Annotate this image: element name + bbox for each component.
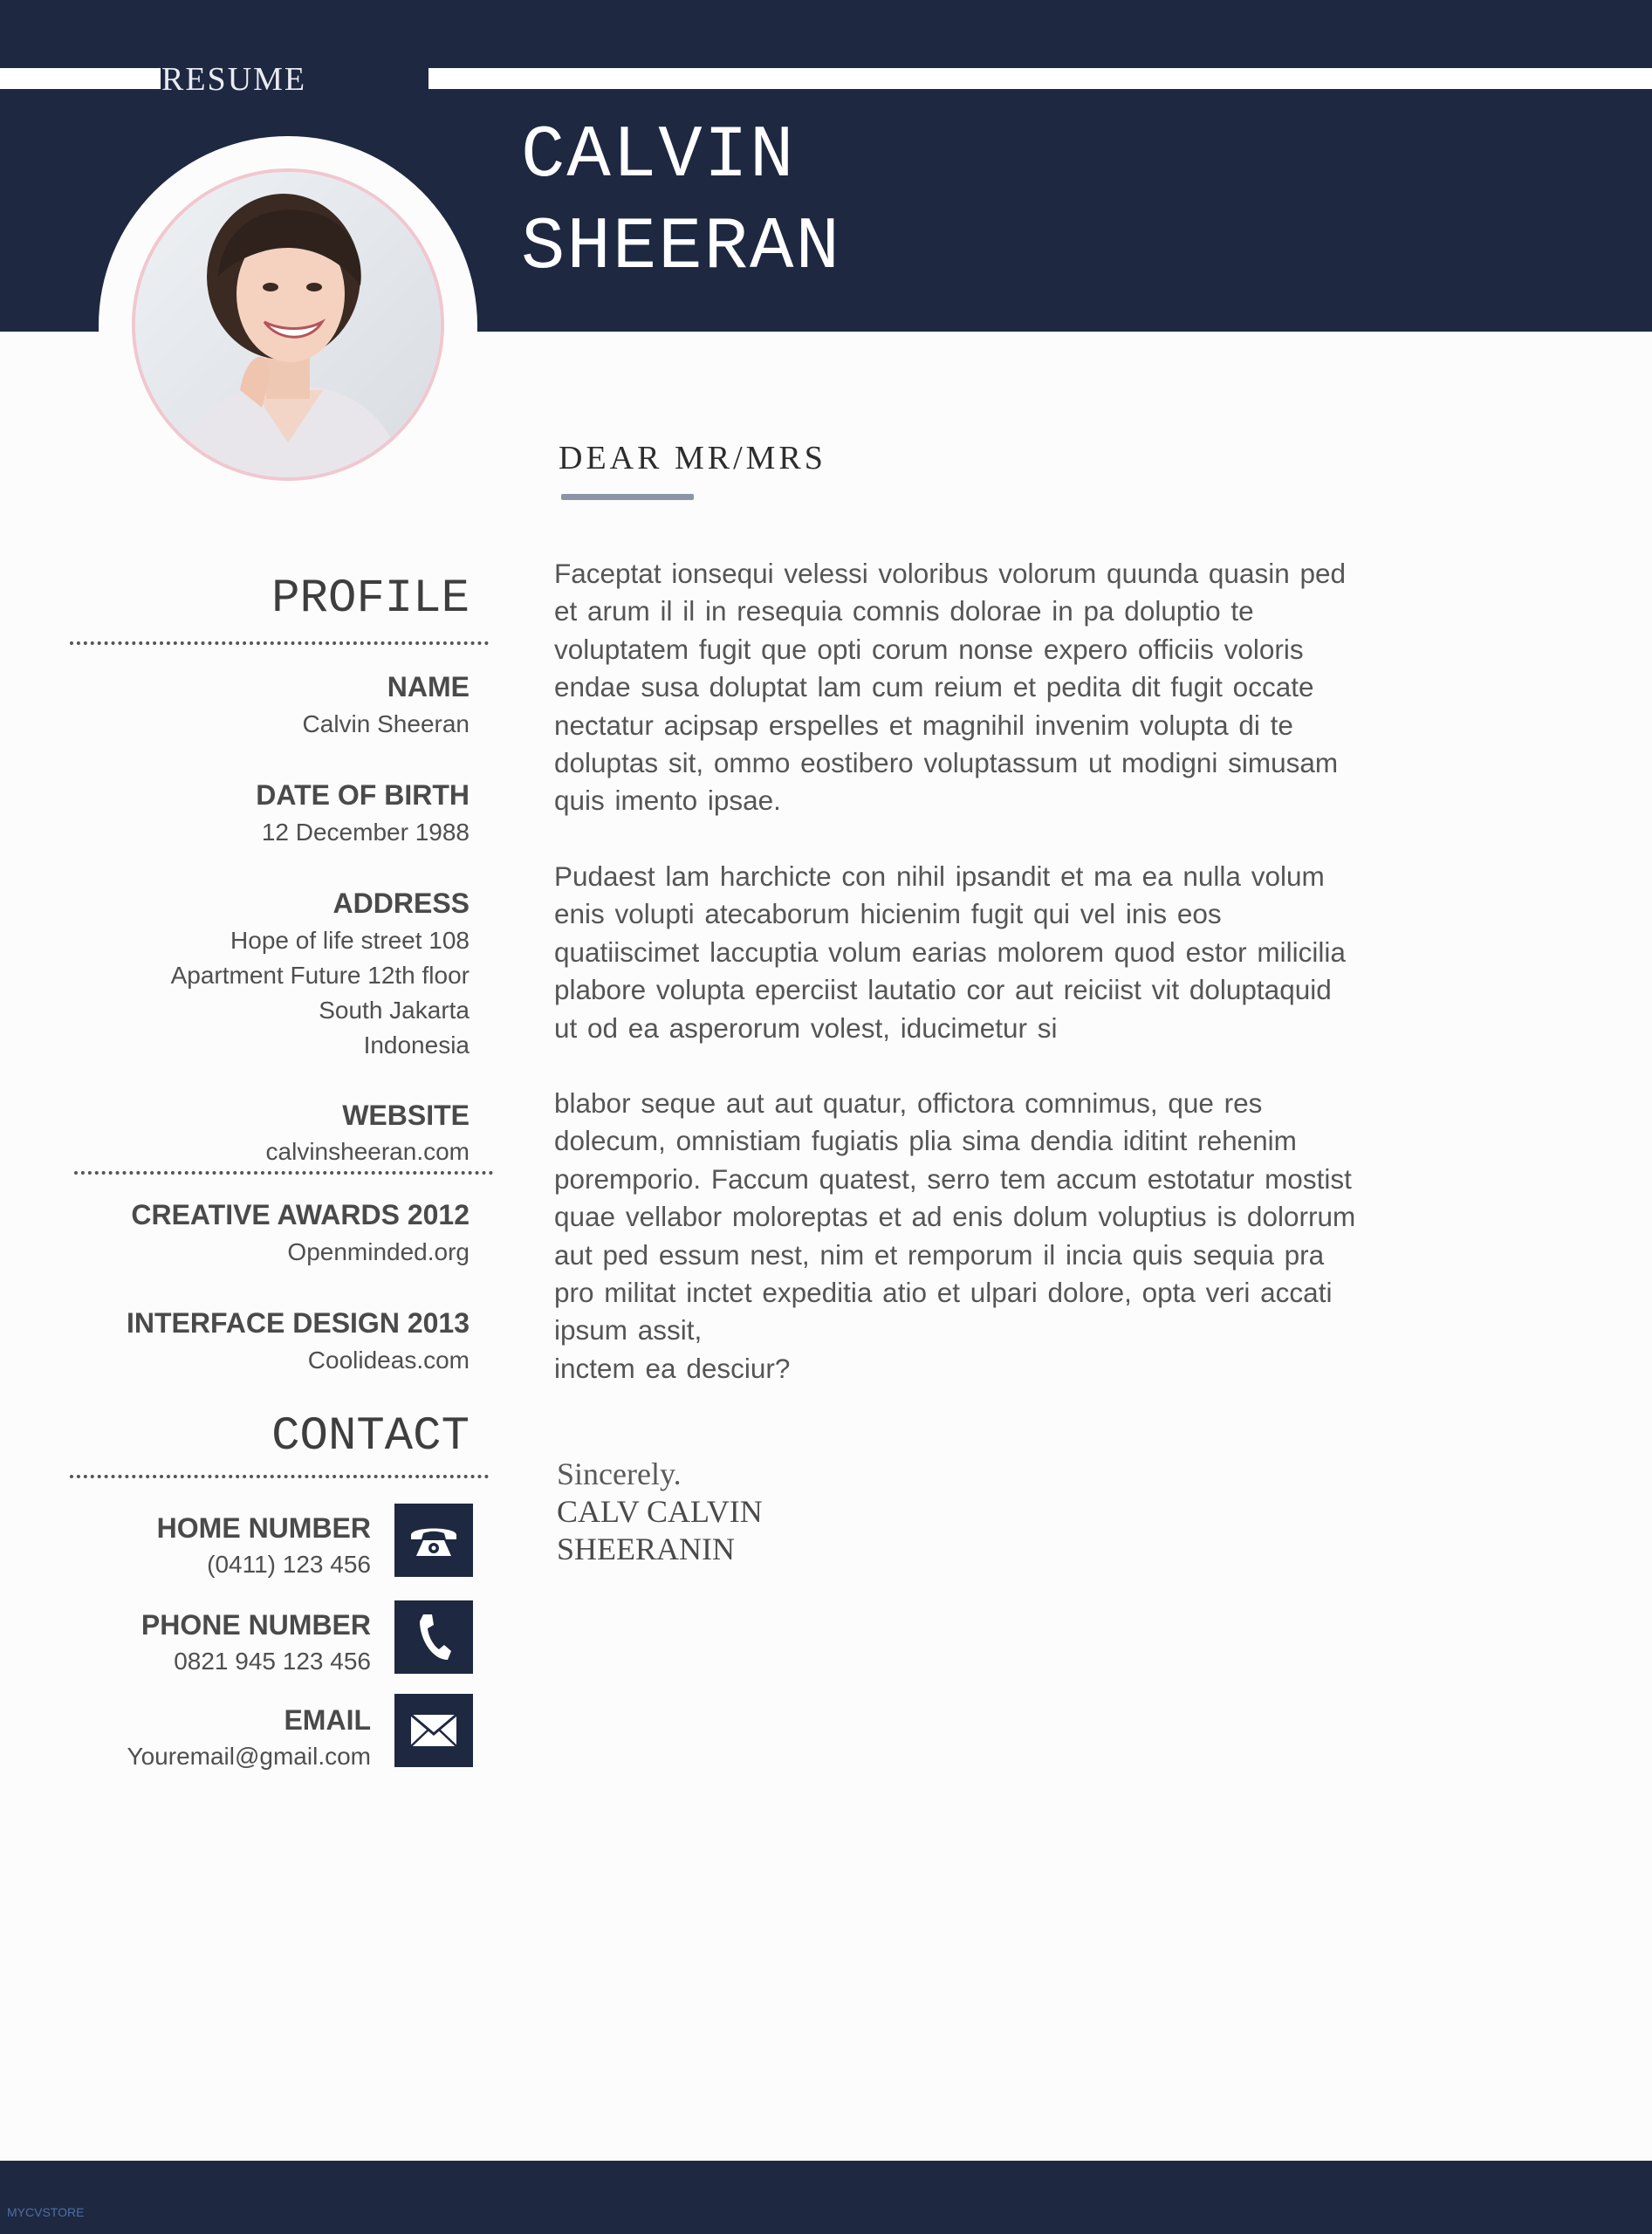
phone-handset-icon [394, 1600, 473, 1674]
signature-line-2: SHEERANIN [557, 1532, 735, 1566]
paragraph-2-line: ut od ea asperorum volest, iducimetur si [554, 1011, 1058, 1044]
paragraph-3-line: poremporio. Faccum quatest, serro tem accum estotatur mostist [554, 1162, 1352, 1195]
paragraph-1-line: nectatur acipsap erspelles et magnihil invenim volupta di te [554, 709, 1293, 741]
website-value: calvinsheeran.com [265, 1138, 470, 1165]
address-line-4: Indonesia [363, 1031, 470, 1059]
paragraph-2 [554, 858, 1427, 1047]
award-1-label: CREATIVE AWARDS 2012 [131, 1199, 470, 1230]
paragraph-2-line: quatiiscimet laccuptia volum earias molorem quod estor milicilia [554, 935, 1346, 968]
phone-number-value: 0821 945 123 456 [174, 1648, 371, 1675]
closing-signature [557, 1456, 1080, 1568]
paragraph-1-line: Faceptat ionsequi velessi voloribus volorum quunda quasin ped [554, 558, 1347, 589]
signature-line-1: CALV CALVIN [557, 1494, 763, 1529]
paragraph-2-line: plabore volupta eperciist lautatio cor aut reiciist vit doluptaquid [554, 974, 1332, 1006]
award-1-value: Openminded.org [287, 1238, 470, 1265]
first-name: CALVIN [521, 115, 796, 198]
dob-value: 12 December 1988 [261, 819, 470, 846]
email-label: EMAIL [284, 1704, 371, 1736]
header-line-right [428, 68, 1652, 89]
address-label: ADDRESS [332, 887, 470, 919]
award-2-label: INTERFACE DESIGN 2013 [127, 1307, 470, 1339]
name-value: Calvin Sheeran [302, 710, 470, 737]
email-value: Youremail@gmail.com [127, 1743, 371, 1770]
profile-divider [70, 641, 489, 645]
paragraph-3 [554, 1085, 1427, 1388]
paragraph-3-line: aut ped essum nest, nim et remporum il incia quis sequia pra [554, 1238, 1325, 1271]
address-line-2: Apartment Future 12th floor [170, 962, 470, 989]
paragraph-3-line: quae vellabor moloreptas et ad enis dolum voluptius is dolorrum [554, 1201, 1356, 1233]
watermark-logo: MYCVSTORE [7, 2205, 85, 2219]
contact-title: CONTACT [271, 1410, 470, 1463]
paragraph-2-line: enis volupti atecaborum hicienim fugit qui vel inis eos [554, 898, 1222, 930]
home-number-label: HOME NUMBER [156, 1512, 371, 1544]
resume-label: RESUME [161, 61, 307, 98]
paragraph-3-line: blabor seque aut aut quatur, offictora comnimus, que res [554, 1087, 1263, 1119]
portrait-illustration [135, 172, 441, 477]
salutation: DEAR MR/MRS [559, 440, 826, 476]
profile-photo [132, 168, 444, 481]
envelope-icon [394, 1694, 473, 1767]
paragraph-1-line: quis imento ipsae. [554, 785, 781, 817]
address-line-3: South Jakarta [319, 997, 470, 1024]
paragraph-3-line: pro militat inctet expeditia atio et ulpari dolore, opta veri accati [554, 1277, 1333, 1309]
paragraph-1-line: doluptas sit, ommo eostibero voluptassum ut modigni simusam [554, 747, 1339, 779]
home-number-value: (0411) 123 456 [207, 1551, 371, 1578]
paragraph-1-line: voluptatem fugit que opti corum nonse expero officiis voloris [554, 633, 1304, 665]
paragraph-1 [554, 555, 1427, 820]
footer-band [0, 2161, 1652, 2234]
contact-divider [70, 1475, 489, 1478]
profile-title: PROFILE [271, 572, 470, 626]
last-name: SHEERAN [521, 207, 841, 290]
address-line-1: Hope of life street 108 [230, 927, 470, 954]
name-label: NAME [387, 671, 470, 702]
salutation-underline [561, 494, 694, 500]
paragraph-3-line: inctem ea desciur? [554, 1352, 791, 1384]
telephone-icon [394, 1504, 473, 1577]
website-label: WEBSITE [342, 1100, 470, 1131]
closing-word: Sincerely. [557, 1456, 682, 1491]
awards-divider [74, 1171, 493, 1175]
header-line-left [0, 68, 161, 89]
paragraph-2-line: Pudaest lam harchicte con nihil ipsandit et ma ea nulla volum [554, 860, 1325, 892]
phone-number-label: PHONE NUMBER [141, 1609, 371, 1641]
paragraph-3-line: dolecum, omnistiam fugiatis plia sima dendia iditint rehenim [554, 1125, 1297, 1157]
award-2-value: Coolideas.com [307, 1347, 470, 1374]
dob-label: DATE OF BIRTH [256, 779, 470, 811]
paragraph-3-line: ipsum assit, [554, 1314, 703, 1347]
paragraph-1-line: et arum il il in resequia comnis dolorae in pa doluptio te [554, 595, 1254, 627]
paragraph-1-line: endae susa doluptat lam cum reium et pedita dit fugit occate [554, 671, 1314, 703]
